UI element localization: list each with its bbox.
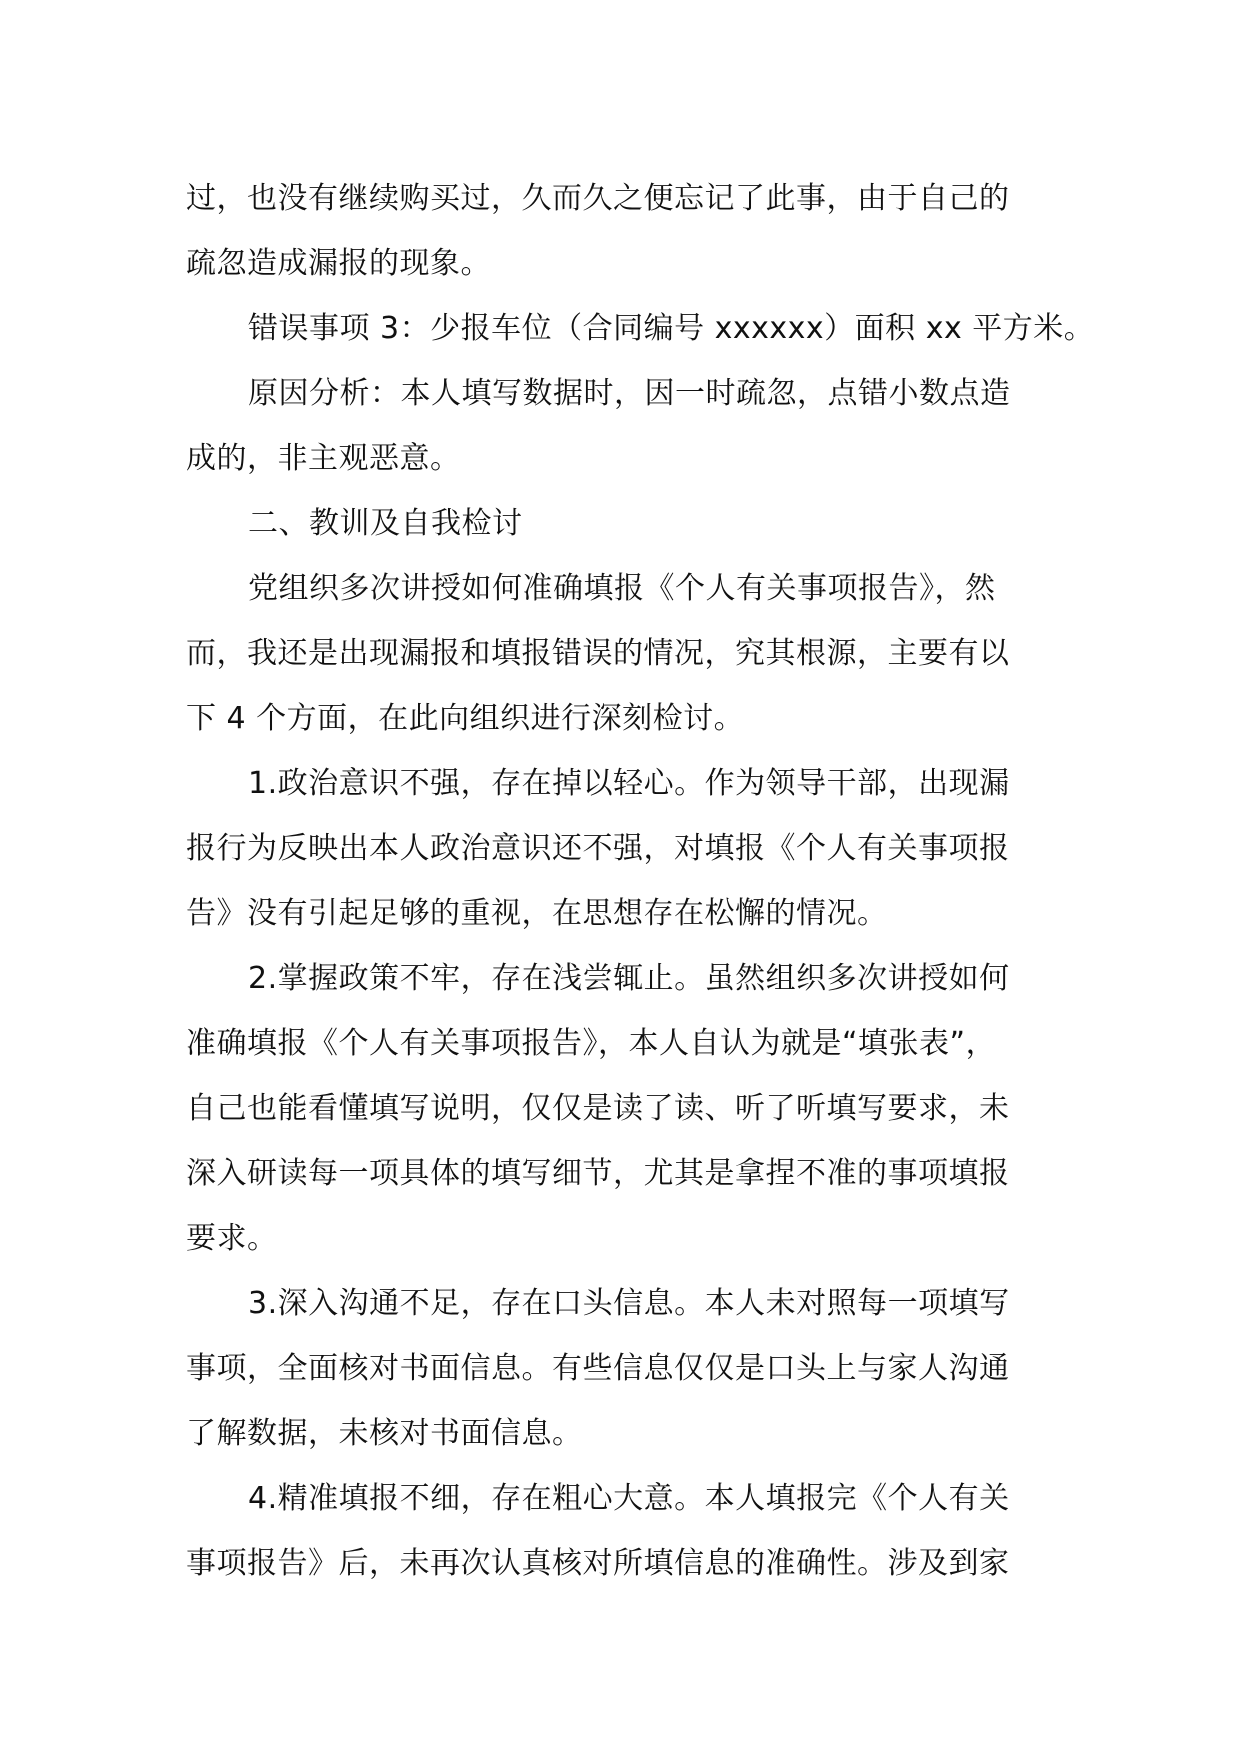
- text-line: 自己也能看懂填写说明，仅仅是读了读、听了听填写要求，未: [186, 1091, 1010, 1126]
- paragraph-error-item-3: [186, 296, 1095, 361]
- text-line: 成的，非主观恶意。: [186, 441, 461, 476]
- document-body: [186, 166, 1095, 1596]
- paragraph-point-3: [186, 1271, 1066, 1466]
- text-line: 党组织多次讲授如何准确填报《个人有关事项报告》，然: [248, 571, 996, 606]
- text-line: 而，我还是出现漏报和填报错误的情况，究其根源，主要有以: [186, 636, 1010, 671]
- text-line: 了解数据，未核对书面信息。: [186, 1416, 583, 1451]
- paragraph-point-2: [186, 946, 1066, 1271]
- text-line: 过，也没有继续购买过，久而久之便忘记了此事，由于自己的: [186, 181, 1010, 216]
- paragraph-cause-analysis: [186, 361, 1066, 491]
- paragraph-intro: [186, 556, 1066, 751]
- text-line: 报行为反映出本人政治意识还不强，对填报《个人有关事项报: [186, 831, 1010, 866]
- paragraph-1: [186, 166, 1066, 296]
- paragraph-point-4: [186, 1466, 1066, 1596]
- text-line: 3.深入沟通不足，存在口头信息。本人未对照每一项填写: [248, 1286, 1010, 1321]
- text-line: 事项报告》后，未再次认真核对所填信息的准确性。涉及到家: [186, 1546, 1010, 1581]
- text-line: 原因分析：本人填写数据时，因一时疏忽，点错小数点造: [248, 376, 1011, 411]
- text-line: 4.精准填报不细，存在粗心大意。本人填报完《个人有关: [248, 1481, 1010, 1516]
- text-line: 告》没有引起足够的重视，在思想存在松懈的情况。: [186, 896, 888, 931]
- text-line: 1.政治意识不强，存在掉以轻心。作为领导干部，出现漏: [248, 766, 1010, 801]
- text-line: 事项，全面核对书面信息。有些信息仅仅是口头上与家人沟通: [186, 1351, 1010, 1386]
- text-line: 准确填报《个人有关事项报告》，本人自认为就是“填张表”，: [186, 1026, 997, 1061]
- text-line: 要求。: [186, 1221, 278, 1256]
- text-line: 疏忽造成漏报的现象。: [186, 246, 491, 281]
- section-heading: [186, 491, 1066, 556]
- text-line: 2.掌握政策不牢，存在浅尝辄止。虽然组织多次讲授如何: [248, 961, 1010, 996]
- section-heading-text: 二、教训及自我检讨: [248, 506, 523, 541]
- text-line: 深入研读每一项具体的填写细节，尤其是拿捏不准的事项填报: [186, 1156, 1010, 1191]
- text-line: 错误事项 3：少报车位（合同编号 xxxxxx）面积 xx 平方米。: [248, 311, 1095, 346]
- paragraph-point-1: [186, 751, 1066, 946]
- text-line: 下 4 个方面，在此向组织进行深刻检讨。: [186, 701, 745, 736]
